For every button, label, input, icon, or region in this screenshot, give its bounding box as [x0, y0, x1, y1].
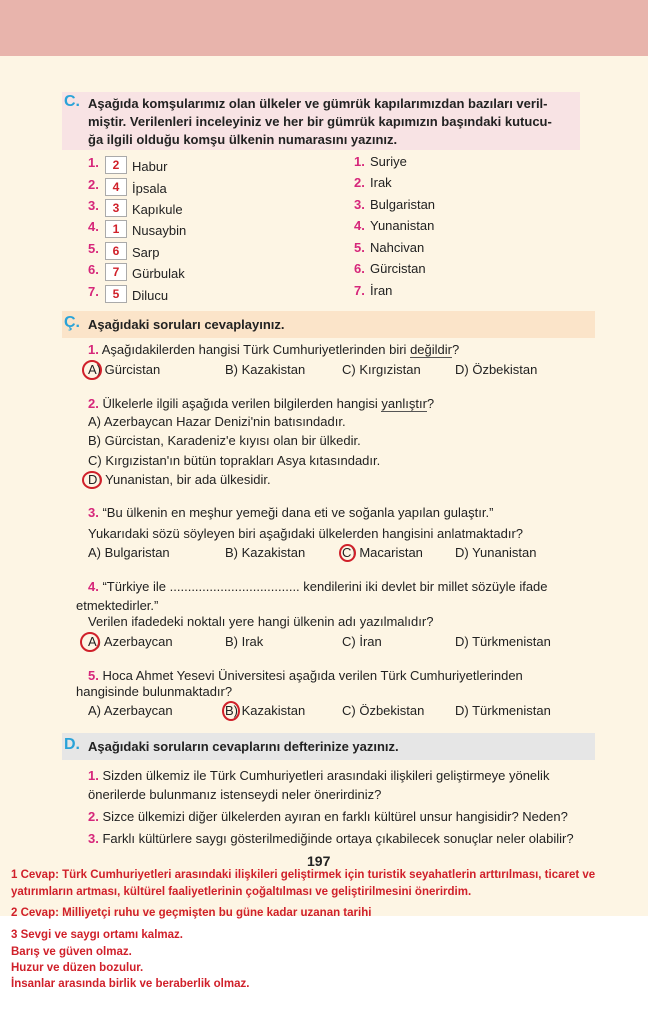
q-text: Aşağıdakilerden hangisi Türk Cumhuriyetlerinden biri — [101, 342, 411, 357]
option-a[interactable]: A) Azerbaycan Hazar Denizi'nin batısındadır. — [88, 414, 346, 429]
country-number: 3. — [354, 197, 365, 212]
option-c[interactable]: C) İran — [342, 634, 382, 649]
question-1 — [88, 342, 459, 358]
country-name: Nahcivan — [370, 240, 425, 255]
answer-circle-mark — [80, 632, 100, 652]
q-emphasis: değildir — [410, 342, 452, 357]
option-a[interactable]: A) Azerbaycan — [88, 703, 173, 718]
country-number: 7. — [354, 283, 365, 298]
section-c-letter: C. — [64, 93, 80, 110]
option-b[interactable]: B) Gürcistan, Karadeniz'e kıyısı olan bir ülkedir. — [88, 433, 361, 448]
question-4-line: etmektedirler.” — [76, 598, 159, 613]
question-2 — [88, 396, 434, 412]
q-emphasis: yanlıştır — [381, 396, 427, 411]
gate-answer-box[interactable]: 5 — [105, 285, 127, 303]
gate-number: 6. — [88, 262, 99, 277]
q-end: ? — [426, 396, 435, 411]
q-number: 2. — [88, 396, 99, 411]
gate-answer-box[interactable]: 6 — [105, 242, 127, 260]
answer-line: Barış ve güven olmaz. — [11, 946, 132, 958]
q-text: Hoca Ahmet Yesevi Üniversitesi aşağıda verilen Türk Cumhuriyetlerinden — [102, 668, 523, 683]
q-number: 3. — [88, 831, 99, 846]
gate-number: 2. — [88, 177, 99, 192]
answer-line: yatırımların artması, kültürel faaliyetlerinin çoğaltılması ve geliştirilmesini önerirdim. — [11, 886, 472, 898]
section-cc-letter: Ç. — [64, 314, 80, 331]
country-number: 6. — [354, 261, 365, 276]
option-c[interactable]: C) Özbekistan — [342, 703, 425, 718]
question-3 — [88, 505, 493, 521]
page-number: 197 — [307, 853, 331, 869]
q-text: “Bu ülkenin en meşhur yemeği dana eti ve soğanla yapılan gulaştır.” — [102, 505, 494, 520]
gate-answer-box[interactable]: 4 — [105, 178, 127, 196]
option-b[interactable]: B) Irak — [225, 634, 264, 649]
q-text: Sizden ülkemiz ile Türk Cumhuriyetleri arasındaki ilişkileri geliştirmeye yönelik — [102, 768, 550, 783]
answer-line: 1 Cevap: Türk Cumhuriyetleri arasındaki ilişkileri geliştirmek için turistik seyahatlerin arttırılması, ticaret ve — [11, 869, 596, 881]
question-5-line: hangisinde bulunmaktadır? — [76, 684, 233, 699]
gate-answer-box[interactable]: 1 — [105, 220, 127, 238]
gate-name: İpsala — [132, 181, 167, 196]
gate-number: 3. — [88, 198, 99, 213]
option-d[interactable]: D) Özbekistan — [455, 362, 538, 377]
gate-answer-box[interactable]: 7 — [105, 263, 127, 281]
q-text: “Türkiye ile .................................... kendilerini iki devlet bir millet sözüyle ifade — [102, 579, 548, 594]
option-b[interactable]: B) Kazakistan — [225, 545, 306, 560]
section-d-letter: D. — [64, 736, 80, 753]
country-name: Gürcistan — [370, 261, 426, 276]
country-number: 2. — [354, 175, 365, 190]
option-a[interactable]: A) Azerbaycan — [88, 634, 173, 649]
question-5 — [88, 668, 523, 684]
country-number: 1. — [354, 154, 365, 169]
option-d[interactable]: D) Türkmenistan — [455, 634, 551, 649]
answer-line: 2 Cevap: Milliyetçi ruhu ve geçmişten bu güne kadar uzanan tarihi — [11, 907, 372, 919]
q-number: 4. — [88, 579, 99, 594]
section-c-instruction: ğa ilgili olduğu komşu ülkenin numarasını yazınız. — [88, 132, 398, 147]
q-number: 1. — [88, 342, 99, 357]
country-number: 5. — [354, 240, 365, 255]
gate-name: Habur — [132, 159, 168, 174]
q-number: 2. — [88, 809, 99, 824]
option-d[interactable]: D) Yunanistan — [455, 545, 537, 560]
gate-name: Kapıkule — [132, 202, 183, 217]
question-3-line: Yukarıdaki sözü söyleyen biri aşağıdaki ülkelerden hangisini anlatmaktadır? — [88, 526, 524, 541]
country-number: 4. — [354, 218, 365, 233]
gate-answer-box[interactable]: 3 — [105, 199, 127, 217]
answer-line: İnsanlar arasında birlik ve beraberlik olmaz. — [11, 978, 250, 990]
d-question-3 — [88, 831, 574, 847]
answer-circle-mark — [82, 360, 102, 380]
gate-answer-box[interactable]: 2 — [105, 156, 127, 174]
gate-number: 7. — [88, 284, 99, 299]
answer-circle-mark — [222, 701, 240, 721]
option-c[interactable]: C) Kırgızistan — [342, 362, 421, 377]
country-name: Yunanistan — [370, 218, 435, 233]
gate-name: Nusaybin — [132, 223, 187, 238]
q-number: 3. — [88, 505, 99, 520]
answer-line: 3 Sevgi ve saygı ortamı kalmaz. — [11, 929, 183, 941]
gate-number: 5. — [88, 241, 99, 256]
option-b[interactable]: B) Kazakistan — [225, 362, 306, 377]
answer-circle-mark — [82, 471, 102, 489]
d-question-1-line: önerilerde bulunmanız istenseydi neler önerirdiniz? — [88, 787, 382, 802]
answer-line: Huzur ve düzen bozulur. — [11, 962, 144, 974]
option-a[interactable]: A) Bulgaristan — [88, 545, 170, 560]
section-cc-title: Aşağıdaki soruları cevaplayınız. — [88, 317, 285, 332]
q-text: Ülkelerle ilgili aşağıda verilen bilgilerden hangisi — [102, 396, 382, 411]
gate-name: Dilucu — [132, 288, 169, 303]
option-d[interactable]: D) Türkmenistan — [455, 703, 551, 718]
gate-number: 4. — [88, 219, 99, 234]
option-b[interactable]: B) Kazakistan — [225, 703, 306, 718]
q-text: Farklı kültürlere saygı gösterilmediğinde ortaya çıkabilecek sonuçlar neler olabilir? — [102, 831, 574, 846]
d-question-1 — [88, 768, 549, 784]
d-question-2 — [88, 809, 568, 825]
answer-circle-mark — [339, 544, 356, 562]
gate-name: Gürbulak — [132, 266, 185, 281]
option-c[interactable]: C) Macaristan — [342, 545, 423, 560]
q-number: 5. — [88, 668, 99, 683]
option-d[interactable]: D) Yunanistan, bir ada ülkesidir. — [88, 472, 271, 487]
option-a[interactable]: A) Gürcistan — [88, 362, 161, 377]
country-name: Bulgaristan — [370, 197, 436, 212]
question-4-line: Verilen ifadedeki noktalı yere hangi ülkenin adı yazılmalıdır? — [88, 614, 434, 629]
section-c-instruction: Aşağıda komşularımız olan ülkeler ve gümrük kapılarımızdan bazıları veril- — [88, 96, 548, 111]
q-text: Sizce ülkemizi diğer ülkelerden ayıran en farklı kültürel unsur hangisidir? Neden? — [102, 809, 568, 824]
gate-name: Sarp — [132, 245, 160, 260]
country-name: İran — [370, 283, 393, 298]
section-c-instruction: miştir. Verilenleri inceleyiniz ve her bir gümrük kapımızın başındaki kutucu- — [88, 114, 552, 129]
country-name: Irak — [370, 175, 392, 190]
question-4 — [88, 579, 548, 595]
q-number: 1. — [88, 768, 99, 783]
top-banner — [0, 0, 648, 56]
country-name: Suriye — [370, 154, 407, 169]
gate-number: 1. — [88, 155, 99, 170]
section-d-title: Aşağıdaki soruların cevaplarını defterinize yazınız. — [88, 739, 399, 754]
q-end: ? — [451, 342, 460, 357]
option-c[interactable]: C) Kırgızistan'ın bütün toprakları Asya kıtasındadır. — [88, 453, 381, 468]
